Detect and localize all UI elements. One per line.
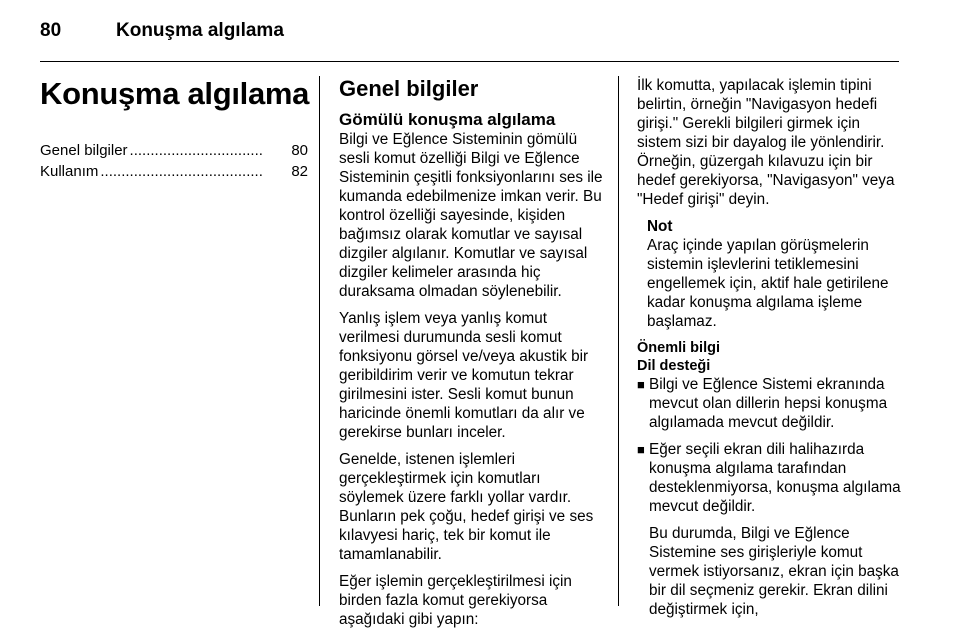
toc-column bbox=[40, 76, 308, 183]
toc-entry-label: Kullanım bbox=[40, 163, 99, 180]
body-column-right bbox=[637, 76, 903, 619]
toc-entry[interactable] bbox=[40, 162, 308, 181]
bullet-list bbox=[637, 375, 903, 516]
toc-entry-label: Genel bilgiler bbox=[40, 142, 128, 159]
list-item-text: Eğer seçili ekran dili halihazırda konuşma algılama tarafından desteklenmiyorsa, konuşma algılama mevcut değildir. bbox=[649, 441, 901, 515]
list-item-text: Bilgi ve Eğlence Sistemi ekranında mevcut olan dillerin hepsi konuşma algılamada mevcut değildir. bbox=[649, 376, 888, 431]
body-paragraph: Genelde, istenen işlemleri gerçekleştirmek için komutları söylemek üzere farklı yollar vardır. Bunların pek çoğu, hedef girişi ve ses kılavyesi hariç, tek bir komut ile tamamlanabilir. bbox=[339, 451, 594, 563]
bullet-continuation-paragraph: Bu durumda, Bilgi ve Eğlence Sistemine ses girişleriyle komut vermek istiyorsanız, ekran için başka bir dil seçmeniz gerekir. Ekran dilini değiştirmek için, bbox=[649, 525, 899, 618]
toc-entry-page: 82 bbox=[291, 163, 308, 180]
language-heading: Dil desteği bbox=[637, 358, 711, 374]
body-paragraph: Yanlış işlem veya yanlış komut verilmesi durumunda sesli komut fonksiyonu görsel ve/veya akustik bir geribildirim verir ve komutun tekrar girilmesini ister. Sesli komut bunun haricinde önemli komutları da alır ve gerekirse bunları inceler. bbox=[339, 310, 589, 441]
body-paragraph: Eğer işlemin gerçekleştirilmesi için birden fazla komut gerekiyorsa aşağıdaki gibi yapın: bbox=[339, 573, 572, 628]
list-item bbox=[637, 440, 903, 516]
section-title: Genel bilgiler bbox=[339, 76, 479, 101]
toc-leader-dots: ................................ bbox=[129, 142, 263, 159]
body-column-middle bbox=[339, 76, 607, 637]
important-heading: Önemli bilgi bbox=[637, 340, 720, 356]
header-divider bbox=[40, 61, 899, 62]
bullet-square-icon: ■ bbox=[637, 442, 645, 457]
note-text: Araç içinde yapılan görüşmelerin sistemin işlevlerini tetiklemesini engellemek için, aktif hale getirilene kadar konuşma algılama işleme başlamaz. bbox=[647, 237, 889, 330]
note-box bbox=[647, 217, 903, 331]
body-paragraph: İlk komutta, yapılacak işlemin tipini belirtin, örneğin "Navigasyon hedefi girişi." Gerekli bilgileri girmek için sistem sizi bir dayalog ile yönlendirir. Örneğin, güzergah kılavuzu için bir hedef gerekiyorsa, "Navigasyon" veya "Hedef girişi" deyin. bbox=[637, 77, 895, 208]
subsection-title: Gömülü konuşma algılama bbox=[339, 110, 556, 129]
column-divider bbox=[319, 76, 320, 606]
list-item bbox=[637, 375, 903, 432]
column-divider bbox=[618, 76, 619, 606]
note-title: Not bbox=[647, 218, 673, 235]
toc-leader-dots: ....................................... bbox=[100, 163, 263, 180]
chapter-title: Konuşma algılama bbox=[40, 76, 310, 111]
bullet-square-icon: ■ bbox=[637, 377, 645, 392]
body-paragraph: Bilgi ve Eğlence Sisteminin gömülü sesli komut özelliği Bilgi ve Eğlence Sisteminin çeşitli fonksiyonlarını ses ile kumanda edebilmenize imkan verir. Bu kontrol özelliği sayesinde, kişiden bağımsız olarak komutlar ve sayısal dizgiler algılanır. Komutlar ve sayısal dizgiler kelimeler arasında hiç duraksama olmadan söylenebilir. bbox=[339, 131, 603, 300]
page-number: 80 bbox=[40, 20, 62, 41]
running-title: Konuşma algılama bbox=[116, 20, 284, 41]
page-header bbox=[0, 0, 960, 60]
toc-entry-page: 80 bbox=[291, 142, 308, 159]
toc-entry[interactable] bbox=[40, 141, 308, 160]
